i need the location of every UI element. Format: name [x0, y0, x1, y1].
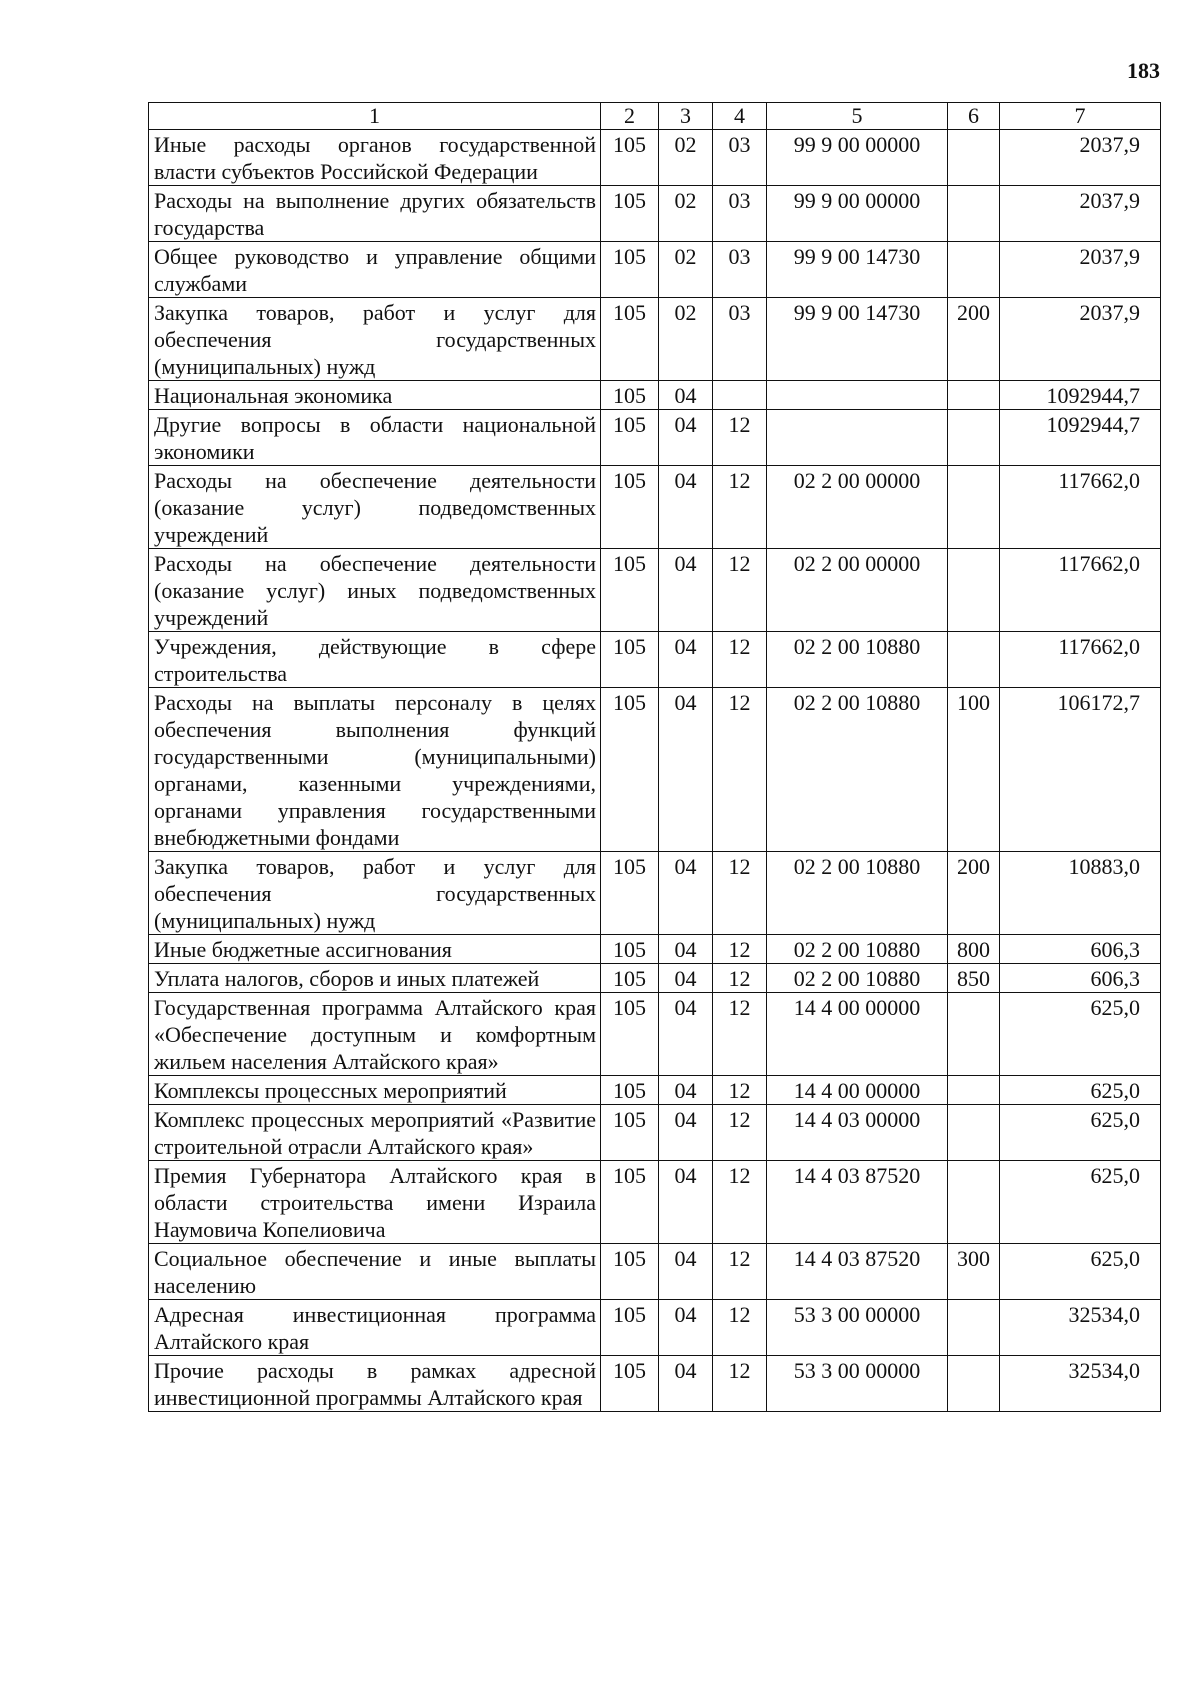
- row-description: Государственная программа Алтайского края «Обеспечение доступным и комфортным жильем населения Алтайского края»: [149, 993, 601, 1076]
- section-code: 105: [601, 1076, 659, 1105]
- row-description: Иные бюджетные ассигнования: [149, 935, 601, 964]
- table-row: [149, 1300, 1161, 1356]
- row-description: Социальное обеспечение и иные выплаты населению: [149, 1244, 601, 1300]
- chapter-code: 04: [659, 1105, 713, 1161]
- chapter-code: 04: [659, 381, 713, 410]
- subchapter-code: 12: [713, 964, 767, 993]
- subchapter-code: [713, 381, 767, 410]
- amount: 2037,9: [1000, 130, 1161, 186]
- target-article-code: 53 3 00 00000: [767, 1300, 948, 1356]
- chapter-code: 02: [659, 130, 713, 186]
- table-row: [149, 381, 1161, 410]
- chapter-code: 04: [659, 964, 713, 993]
- amount: 606,3: [1000, 964, 1161, 993]
- target-article-code: 02 2 00 10880: [767, 964, 948, 993]
- section-code: 105: [601, 964, 659, 993]
- chapter-code: 04: [659, 1356, 713, 1412]
- chapter-code: 04: [659, 632, 713, 688]
- amount: 117662,0: [1000, 549, 1161, 632]
- page-number: 183: [1127, 58, 1160, 83]
- target-article-code: 14 4 03 87520: [767, 1244, 948, 1300]
- row-description: Расходы на выполнение других обязательств государства: [149, 186, 601, 242]
- table-row: [149, 1076, 1161, 1105]
- amount: 625,0: [1000, 993, 1161, 1076]
- subchapter-code: 12: [713, 852, 767, 935]
- expense-type-code: 100: [948, 688, 1000, 852]
- subchapter-code: 12: [713, 1105, 767, 1161]
- section-code: 105: [601, 1161, 659, 1244]
- subchapter-code: 12: [713, 549, 767, 632]
- chapter-code: 02: [659, 186, 713, 242]
- expense-type-code: [948, 1161, 1000, 1244]
- column-header: 3: [659, 103, 713, 130]
- subchapter-code: 12: [713, 993, 767, 1076]
- column-header: 7: [1000, 103, 1161, 130]
- expense-type-code: 850: [948, 964, 1000, 993]
- chapter-code: 02: [659, 242, 713, 298]
- section-code: 105: [601, 381, 659, 410]
- target-article-code: 14 4 03 00000: [767, 1105, 948, 1161]
- table-row: [149, 1161, 1161, 1244]
- table-row: [149, 466, 1161, 549]
- expense-type-code: [948, 466, 1000, 549]
- chapter-code: 04: [659, 1076, 713, 1105]
- row-description: Закупка товаров, работ и услуг для обеспечения государственных (муниципальных) нужд: [149, 852, 601, 935]
- amount: 606,3: [1000, 935, 1161, 964]
- row-description: Другие вопросы в области национальной экономики: [149, 410, 601, 466]
- target-article-code: 53 3 00 00000: [767, 1356, 948, 1412]
- target-article-code: 14 4 00 00000: [767, 1076, 948, 1105]
- table-row: [149, 1356, 1161, 1412]
- section-code: 105: [601, 298, 659, 381]
- section-code: 105: [601, 242, 659, 298]
- amount: 32534,0: [1000, 1356, 1161, 1412]
- amount: 106172,7: [1000, 688, 1161, 852]
- amount: 117662,0: [1000, 466, 1161, 549]
- target-article-code: [767, 381, 948, 410]
- section-code: 105: [601, 1105, 659, 1161]
- target-article-code: 02 2 00 10880: [767, 688, 948, 852]
- amount: 2037,9: [1000, 242, 1161, 298]
- target-article-code: 99 9 00 14730: [767, 298, 948, 381]
- table-row: [149, 993, 1161, 1076]
- chapter-code: 04: [659, 1161, 713, 1244]
- chapter-code: 04: [659, 1300, 713, 1356]
- expense-type-code: [948, 1356, 1000, 1412]
- subchapter-code: 03: [713, 298, 767, 381]
- section-code: 105: [601, 632, 659, 688]
- expense-type-code: [948, 242, 1000, 298]
- row-description: Общее руководство и управление общими службами: [149, 242, 601, 298]
- amount: 625,0: [1000, 1105, 1161, 1161]
- expense-type-code: [948, 1105, 1000, 1161]
- subchapter-code: 03: [713, 186, 767, 242]
- amount: 625,0: [1000, 1161, 1161, 1244]
- table-row: [149, 632, 1161, 688]
- table-row: [149, 688, 1161, 852]
- chapter-code: 04: [659, 410, 713, 466]
- table-row: [149, 1105, 1161, 1161]
- table-row: [149, 935, 1161, 964]
- row-description: Комплекс процессных мероприятий «Развитие строительной отрасли Алтайского края»: [149, 1105, 601, 1161]
- subchapter-code: 12: [713, 688, 767, 852]
- expense-type-code: [948, 1076, 1000, 1105]
- amount: 2037,9: [1000, 186, 1161, 242]
- amount: 625,0: [1000, 1244, 1161, 1300]
- row-description: Адресная инвестиционная программа Алтайского края: [149, 1300, 601, 1356]
- target-article-code: 14 4 03 87520: [767, 1161, 948, 1244]
- header-row: [149, 103, 1161, 130]
- subchapter-code: 03: [713, 242, 767, 298]
- target-article-code: 99 9 00 00000: [767, 186, 948, 242]
- expense-type-code: [948, 993, 1000, 1076]
- expense-type-code: [948, 186, 1000, 242]
- table-row: [149, 130, 1161, 186]
- chapter-code: 04: [659, 1244, 713, 1300]
- row-description: Закупка товаров, работ и услуг для обеспечения государственных (муниципальных) нужд: [149, 298, 601, 381]
- chapter-code: 04: [659, 935, 713, 964]
- expense-type-code: 200: [948, 298, 1000, 381]
- expense-type-code: [948, 410, 1000, 466]
- amount: 1092944,7: [1000, 381, 1161, 410]
- row-description: Расходы на обеспечение деятельности (оказание услуг) иных подведомственных учреждений: [149, 549, 601, 632]
- target-article-code: 99 9 00 14730: [767, 242, 948, 298]
- chapter-code: 04: [659, 852, 713, 935]
- amount: 32534,0: [1000, 1300, 1161, 1356]
- expense-type-code: 300: [948, 1244, 1000, 1300]
- subchapter-code: 12: [713, 632, 767, 688]
- target-article-code: 02 2 00 00000: [767, 549, 948, 632]
- column-header: 2: [601, 103, 659, 130]
- row-description: Учреждения, действующие в сфере строительства: [149, 632, 601, 688]
- budget-table: [148, 102, 1161, 1412]
- section-code: 105: [601, 130, 659, 186]
- subchapter-code: 12: [713, 1356, 767, 1412]
- column-header: 1: [149, 103, 601, 130]
- section-code: 105: [601, 410, 659, 466]
- row-description: Прочие расходы в рамках адресной инвестиционной программы Алтайского края: [149, 1356, 601, 1412]
- amount: 10883,0: [1000, 852, 1161, 935]
- column-header: 6: [948, 103, 1000, 130]
- target-article-code: 02 2 00 00000: [767, 466, 948, 549]
- subchapter-code: 12: [713, 1076, 767, 1105]
- expense-type-code: [948, 632, 1000, 688]
- table-row: [149, 186, 1161, 242]
- row-description: Премия Губернатора Алтайского края в области строительства имени Израила Наумовича Копелиовича: [149, 1161, 601, 1244]
- table-row: [149, 549, 1161, 632]
- subchapter-code: 12: [713, 1300, 767, 1356]
- row-description: Уплата налогов, сборов и иных платежей: [149, 964, 601, 993]
- table-row: [149, 852, 1161, 935]
- table-row: [149, 298, 1161, 381]
- chapter-code: 04: [659, 688, 713, 852]
- table-row: [149, 242, 1161, 298]
- amount: 625,0: [1000, 1076, 1161, 1105]
- chapter-code: 04: [659, 466, 713, 549]
- target-article-code: 02 2 00 10880: [767, 852, 948, 935]
- table-row: [149, 1244, 1161, 1300]
- target-article-code: 02 2 00 10880: [767, 632, 948, 688]
- row-description: Иные расходы органов государственной власти субъектов Российской Федерации: [149, 130, 601, 186]
- table-row: [149, 410, 1161, 466]
- row-description: Расходы на обеспечение деятельности (оказание услуг) подведомственных учреждений: [149, 466, 601, 549]
- section-code: 105: [601, 688, 659, 852]
- subchapter-code: 12: [713, 466, 767, 549]
- amount: 1092944,7: [1000, 410, 1161, 466]
- section-code: 105: [601, 466, 659, 549]
- section-code: 105: [601, 1300, 659, 1356]
- subchapter-code: 12: [713, 935, 767, 964]
- column-header: 4: [713, 103, 767, 130]
- row-description: Национальная экономика: [149, 381, 601, 410]
- row-description: Расходы на выплаты персоналу в целях обеспечения выполнения функций государственными (муниципальными) органами, казенными учреждениями, органами управления государственными внебюджетными фондами: [149, 688, 601, 852]
- target-article-code: 14 4 00 00000: [767, 993, 948, 1076]
- subchapter-code: 03: [713, 130, 767, 186]
- expense-type-code: [948, 381, 1000, 410]
- table-row: [149, 964, 1161, 993]
- section-code: 105: [601, 852, 659, 935]
- expense-type-code: [948, 130, 1000, 186]
- amount: 117662,0: [1000, 632, 1161, 688]
- column-header: 5: [767, 103, 948, 130]
- target-article-code: [767, 410, 948, 466]
- chapter-code: 04: [659, 993, 713, 1076]
- expense-type-code: 200: [948, 852, 1000, 935]
- section-code: 105: [601, 993, 659, 1076]
- chapter-code: 04: [659, 549, 713, 632]
- expense-type-code: [948, 1300, 1000, 1356]
- expense-type-code: [948, 549, 1000, 632]
- amount: 2037,9: [1000, 298, 1161, 381]
- subchapter-code: 12: [713, 1244, 767, 1300]
- section-code: 105: [601, 935, 659, 964]
- section-code: 105: [601, 186, 659, 242]
- target-article-code: 99 9 00 00000: [767, 130, 948, 186]
- subchapter-code: 12: [713, 1161, 767, 1244]
- row-description: Комплексы процессных мероприятий: [149, 1076, 601, 1105]
- target-article-code: 02 2 00 10880: [767, 935, 948, 964]
- section-code: 105: [601, 549, 659, 632]
- expense-type-code: 800: [948, 935, 1000, 964]
- subchapter-code: 12: [713, 410, 767, 466]
- section-code: 105: [601, 1356, 659, 1412]
- chapter-code: 02: [659, 298, 713, 381]
- section-code: 105: [601, 1244, 659, 1300]
